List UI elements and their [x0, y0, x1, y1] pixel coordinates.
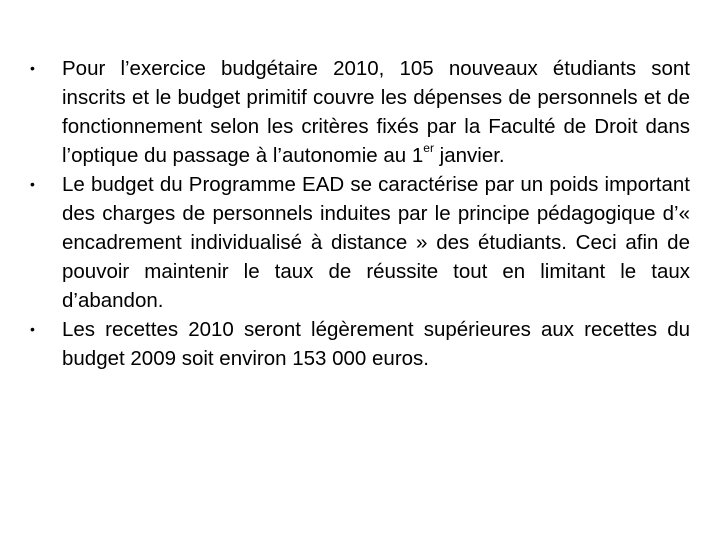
bullet-list [30, 54, 690, 373]
bullet-text-2: Le budget du Programme EAD se caractérise par un poids important des charges de personnels induites par le principe pédagogique d’« encadrement individualisé à distance » des étudiants. Ceci afin de pouvoir maintenir le taux de réussite tout en limitant le taux d’abandon. [62, 173, 690, 312]
bullet-text-1 [62, 57, 690, 167]
bullet-text-1-main: Pour l’exercice budgétaire 2010, 105 nouveaux étudiants sont inscrits et le budget primitif couvre les dépenses de personnels et de fonctionnement selon les critères fixés par la Faculté de Droit dans l’optique du passage à l’autonomie au 1 [62, 57, 690, 167]
bullet-text-3: Les recettes 2010 seront légèrement supérieures aux recettes du budget 2009 soit environ 153 000 euros. [62, 318, 690, 370]
bullet-item-2 [30, 170, 690, 315]
bullet-text-1-end: janvier. [433, 144, 505, 167]
ordinal-superscript: er [423, 141, 434, 156]
bullet-item-3 [30, 315, 690, 373]
bullet-item-1 [30, 54, 690, 170]
bullet-icon: • [30, 60, 35, 76]
bullet-icon: • [30, 321, 35, 337]
bullet-icon: • [30, 176, 35, 192]
